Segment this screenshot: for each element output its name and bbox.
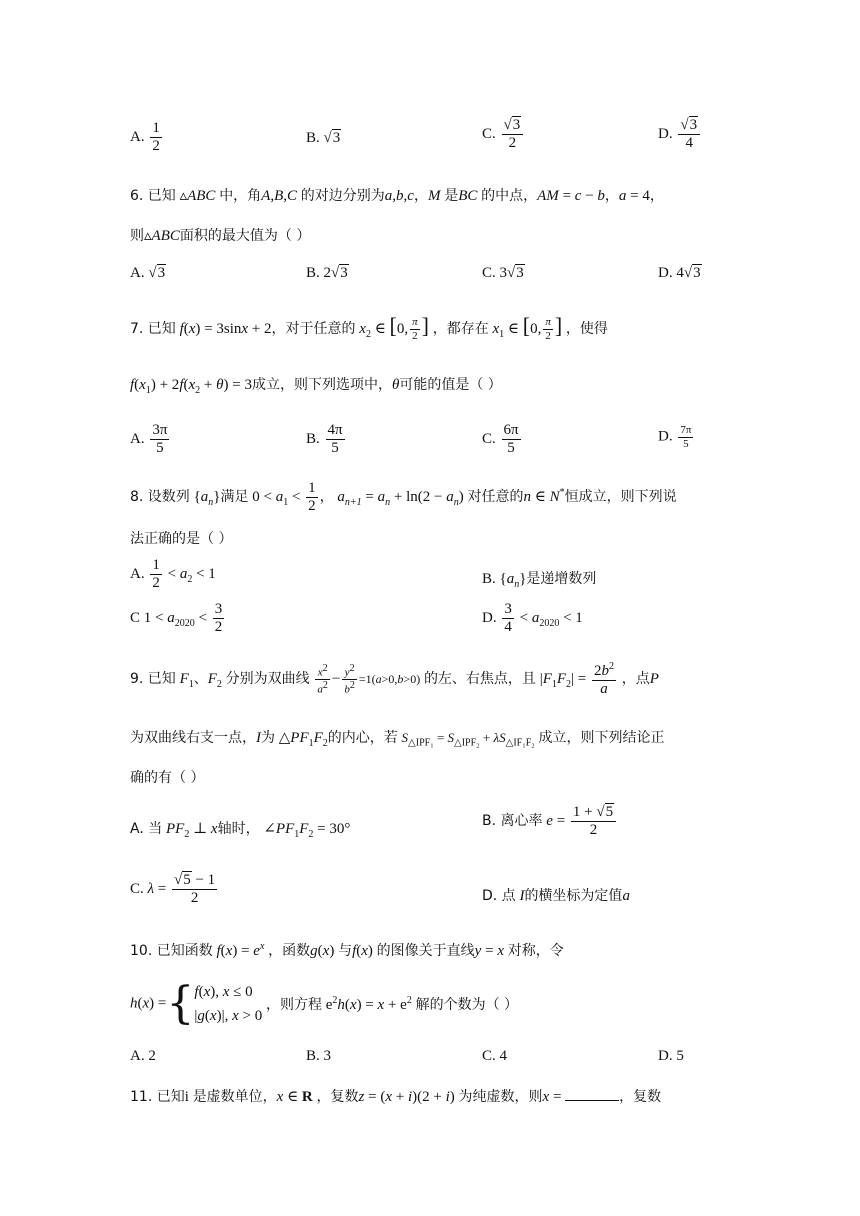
q10-option-b[interactable]: B. 3 bbox=[306, 1048, 332, 1064]
q8-stem-line2: 法正确的是（ ） bbox=[130, 531, 233, 547]
q6-option-d[interactable]: D. 4√3 bbox=[658, 265, 701, 281]
q5-option-b[interactable]: B. √3 bbox=[306, 130, 341, 146]
q9-option-d[interactable]: D. 点 I的横坐标为定值a bbox=[482, 888, 630, 904]
q5-option-c[interactable]: C. $\frac{√3}{2}$ bbox=[482, 117, 525, 153]
q10-option-c[interactable]: C. 4 bbox=[482, 1048, 508, 1064]
q7-option-d[interactable]: D. $\frac{7\pi}{5}$ bbox=[658, 424, 692, 450]
q6-option-b[interactable]: B. 2√3 bbox=[306, 265, 348, 281]
q6-stem-line1: 6. 已知 ▵ABC 中，角A,B,C 的对边分别为a,b,c，M 是BC 的中点，AM = c − b，a = 4， bbox=[130, 188, 664, 204]
fraction: $\frac{√3}{2}$ bbox=[502, 117, 524, 153]
q6-stem-line2: 则▵ABC面积的最大值为（ ） bbox=[130, 228, 311, 244]
q7-option-a[interactable]: A. $\frac{3\pi}{5}$ bbox=[130, 422, 168, 457]
q9-stem-line3: 确的有（ ） bbox=[130, 770, 205, 786]
q9-option-c[interactable]: C. λ = $\frac{√5 - 1}{2}$ bbox=[130, 872, 216, 907]
q9-option-b[interactable]: B. 离心率 e = $\frac{1 + √5}{2}$ bbox=[482, 804, 618, 840]
q7-stem-line1: 7. 已知 f(x) = 3sinx + 2，对于任意的 $x_2$ ∈ [0, $\frac{\pi}{2}$ ] ，都存在 $x_1$ ∈ [0, $\frac{\pi}{2}$ ] ，使得 bbox=[130, 313, 608, 343]
fraction: $\frac{1}{2}$ bbox=[152, 120, 160, 155]
q6-option-a[interactable]: A. √3 bbox=[130, 265, 166, 281]
q10-option-a[interactable]: A. 2 bbox=[130, 1048, 156, 1064]
q11-stem-line1: 11. 已知i 是虚数单位，x ∈ R ，复数z = (x + i)(2 + i) 为纯虚数，则x = ，复数 bbox=[130, 1089, 662, 1105]
q8-option-d[interactable]: D. $\frac{3}{4}$ < $a_{2020} < 1$ bbox=[482, 601, 583, 636]
q8-stem-line1: 8. 设数列 $\{a_n\}$满足 $0 < a_1$ < $\frac{1}{2}$ ， $a_{n+1} = a_n + \ln(2 - a_n)$ 对任意的n ∈ N*恒成立，则下列说 bbox=[130, 480, 677, 515]
answer-blank[interactable] bbox=[565, 1100, 619, 1101]
q5-option-d[interactable]: D. $\frac{√3}{4}$ bbox=[658, 117, 702, 153]
q9-stem-line2: 为双曲线右支一点，I为 $\triangle PF_1F_2$的内心，若 $S_{\triangle IPF_1} = S_{\triangle IPF_2} + \lambda S_{\triangle IF_1F_2}$ 成立，则下列结论正 bbox=[130, 730, 665, 749]
q8-option-c[interactable]: C $1 < a_{2020}$ < $\frac{3}{2}$ bbox=[130, 601, 223, 636]
q9-option-a[interactable]: A. 当 $PF_2$ ⊥ x轴时， $\angle PF_1F_2 = 30^\circ$ bbox=[130, 821, 351, 840]
q7-stem-line2: $f(x_1) + 2f(x_2 + \theta) = 3$成立，则下列选项中，θ可能的值是（ ） bbox=[130, 377, 502, 396]
q6-option-c[interactable]: C. 3√3 bbox=[482, 265, 524, 281]
q7-option-c[interactable]: C. $\frac{6\pi}{5}$ bbox=[482, 422, 519, 457]
q10-option-d[interactable]: D. 5 bbox=[658, 1048, 684, 1064]
q9-stem-line1: 9. 已知 $F_1$、$F_2$ 分别为双曲线 $\frac{x^2}{a^2}$ − $\frac{y^2}{b^2}$ =1(a>0,b>0) 的左、右焦点，且 $|F_1F_2|$ = $\frac{2b^2}{a}$ ，点P bbox=[130, 661, 659, 698]
q10-stem-line2: h(x) ={f(x), x ≤ 0 |g(x)|, x > 0 ，则方程 $e^2h(x) = x + e^2$ 解的个数为（ ） bbox=[130, 978, 519, 1029]
q5-option-a[interactable]: A. $\frac{1}{2}$ bbox=[130, 120, 160, 155]
q8-option-b[interactable]: B. $\{a_n\}$是递增数列 bbox=[482, 571, 597, 590]
q8-option-a[interactable]: A. $\frac{1}{2}$ < $a_2 < 1$ bbox=[130, 557, 216, 592]
fraction: $\frac{√3}{4}$ bbox=[678, 117, 700, 153]
q7-option-b[interactable]: B. $\frac{4\pi}{5}$ bbox=[306, 422, 343, 457]
q10-stem-line1: 10. 已知函数 $f(x) = e^x$ ，函数g(x) 与f(x) 的图像关于直线y = x 对称，令 bbox=[130, 941, 564, 959]
